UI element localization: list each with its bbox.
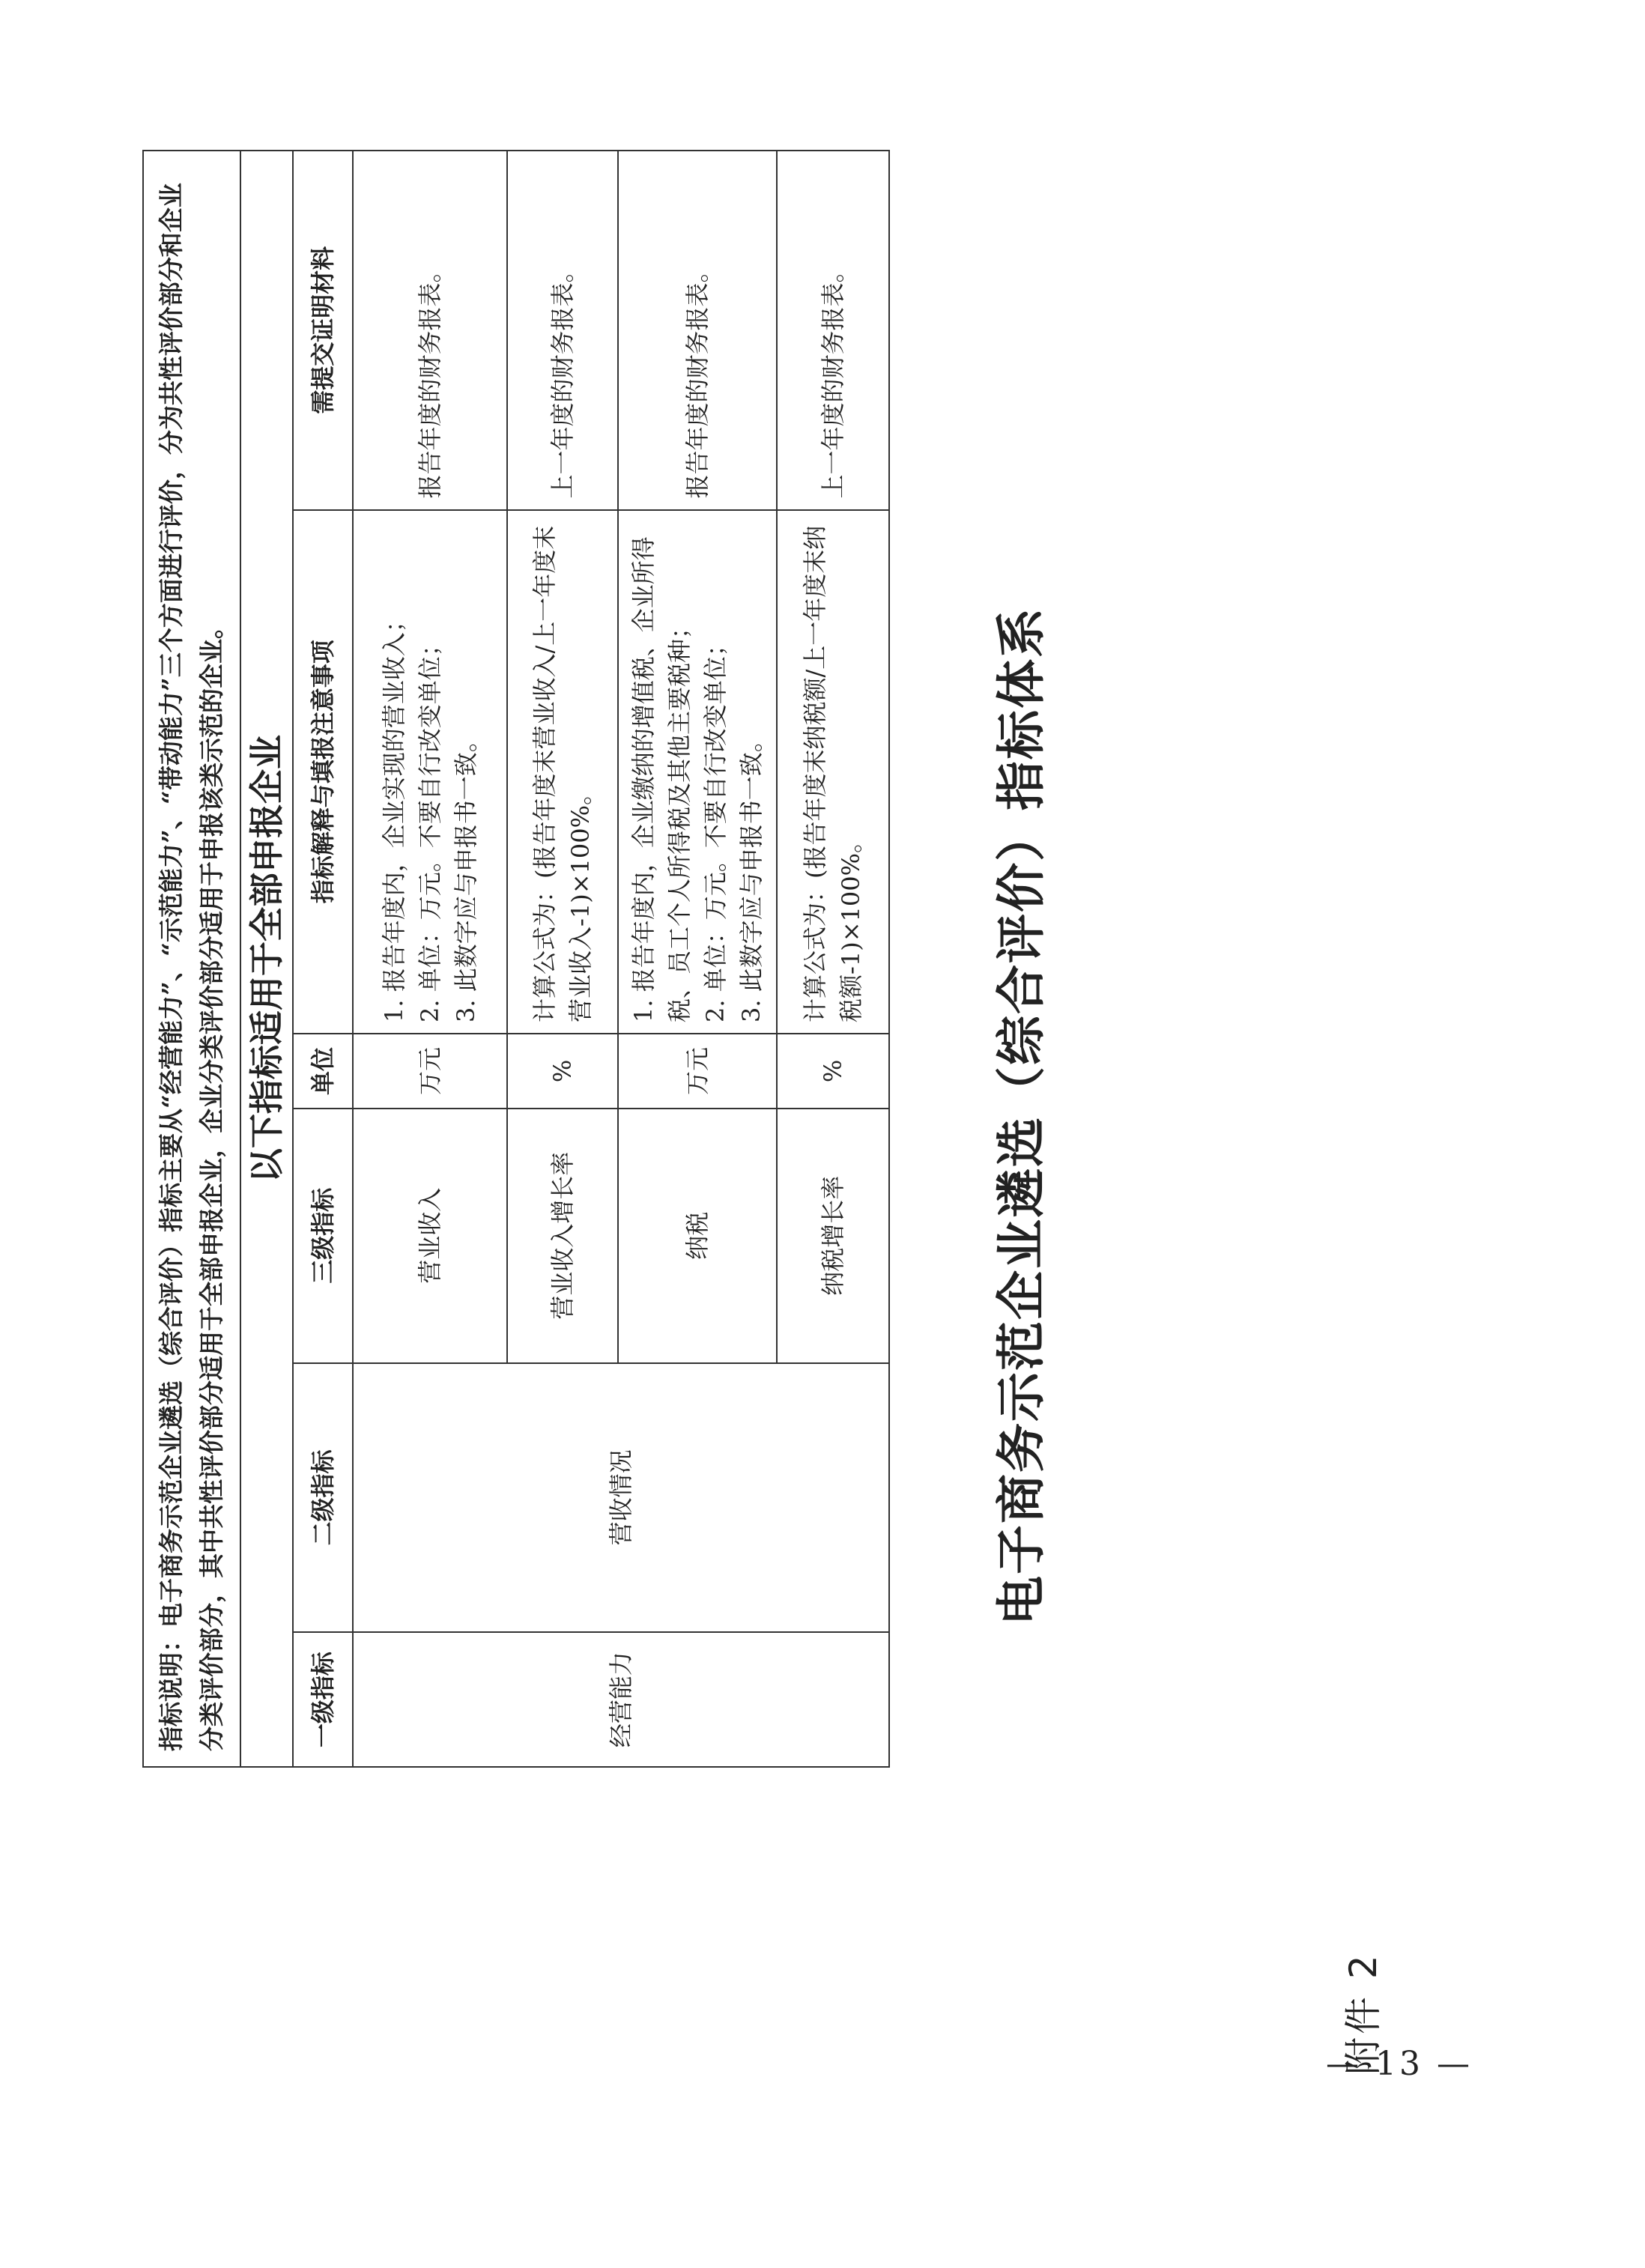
explanation-line: 计算公式为：(报告年度末营业收入/上一年度末营业收入-1)×100%。 bbox=[530, 525, 595, 1022]
explanation-line: 2. 单位：万元。不要自行改变单位； bbox=[416, 632, 444, 1022]
explanation-line: 3. 此数字应与申报书一致。 bbox=[737, 728, 766, 1022]
materials-cell: 报告年度的财务报表。 bbox=[353, 151, 507, 510]
explanation-cell bbox=[618, 510, 777, 1034]
explanation-line: 1. 报告年度内，企业实现的营业收入； bbox=[380, 608, 408, 1022]
index-table bbox=[142, 150, 890, 1768]
materials-cell: 上一年度的财务报表。 bbox=[777, 151, 889, 510]
header-level2: 二级指标 bbox=[293, 1363, 353, 1633]
header-row bbox=[293, 151, 353, 1767]
explanation-line: 2. 单位：万元。不要自行改变单位； bbox=[701, 632, 730, 1022]
header-level1: 一级指标 bbox=[293, 1632, 353, 1767]
unit-cell: % bbox=[777, 1034, 889, 1109]
unit-cell: 万元 bbox=[353, 1034, 507, 1109]
header-materials: 需提交证明材料 bbox=[293, 151, 353, 510]
level3-cell: 纳税 bbox=[618, 1109, 777, 1363]
explanation-cell bbox=[507, 510, 618, 1034]
section-heading: 以下指标适用于全部申报企业 bbox=[240, 151, 293, 1767]
rotated-content bbox=[127, 150, 1521, 2082]
level3-cell: 纳税增长率 bbox=[777, 1109, 889, 1363]
attachment-label: 附件 2 bbox=[1342, 1952, 1385, 2075]
header-unit: 单位 bbox=[293, 1034, 353, 1109]
page-number: — 13 — bbox=[1326, 2045, 1473, 2083]
page-title: 电子商务示范企业遴选（综合评价）指标体系 bbox=[993, 607, 1050, 1625]
level3-cell: 营业收入 bbox=[353, 1109, 507, 1363]
materials-cell: 报告年度的财务报表。 bbox=[618, 151, 777, 510]
explanation-line: 1. 报告年度内，企业缴纳的增值税、企业所得税、员工个人所得税及其他主要税种； bbox=[629, 536, 694, 1022]
table-row bbox=[353, 151, 507, 1767]
explanation-line: 计算公式为：(报告年度末纳税额/上一年度末纳税额-1)×100%。 bbox=[801, 525, 865, 1022]
level3-cell: 营业收入增长率 bbox=[507, 1109, 618, 1363]
unit-cell: % bbox=[507, 1034, 618, 1109]
description-cell: 指标说明：电子商务示范企业遴选（综合评价）指标主要从“经营能力”、“示范能力”、“带动能力”三个方面进行评价，分为共性评价部分和企业分类评价部分，其中共性评价部分适用于全部申报企业，企业分类评价部分适用于申报该类示范的企业。 bbox=[143, 151, 240, 1767]
unit-cell: 万元 bbox=[618, 1034, 777, 1109]
level1-cell: 经营能力 bbox=[353, 1632, 889, 1767]
explanation-cell bbox=[777, 510, 889, 1034]
materials-cell: 上一年度的财务报表。 bbox=[507, 151, 618, 510]
header-level3: 三级指标 bbox=[293, 1109, 353, 1363]
header-explanation: 指标解释与填报注意事项 bbox=[293, 510, 353, 1034]
level2-cell: 营收情况 bbox=[353, 1363, 889, 1633]
explanation-line: 3. 此数字应与申报书一致。 bbox=[452, 728, 480, 1022]
explanation-cell bbox=[353, 510, 507, 1034]
